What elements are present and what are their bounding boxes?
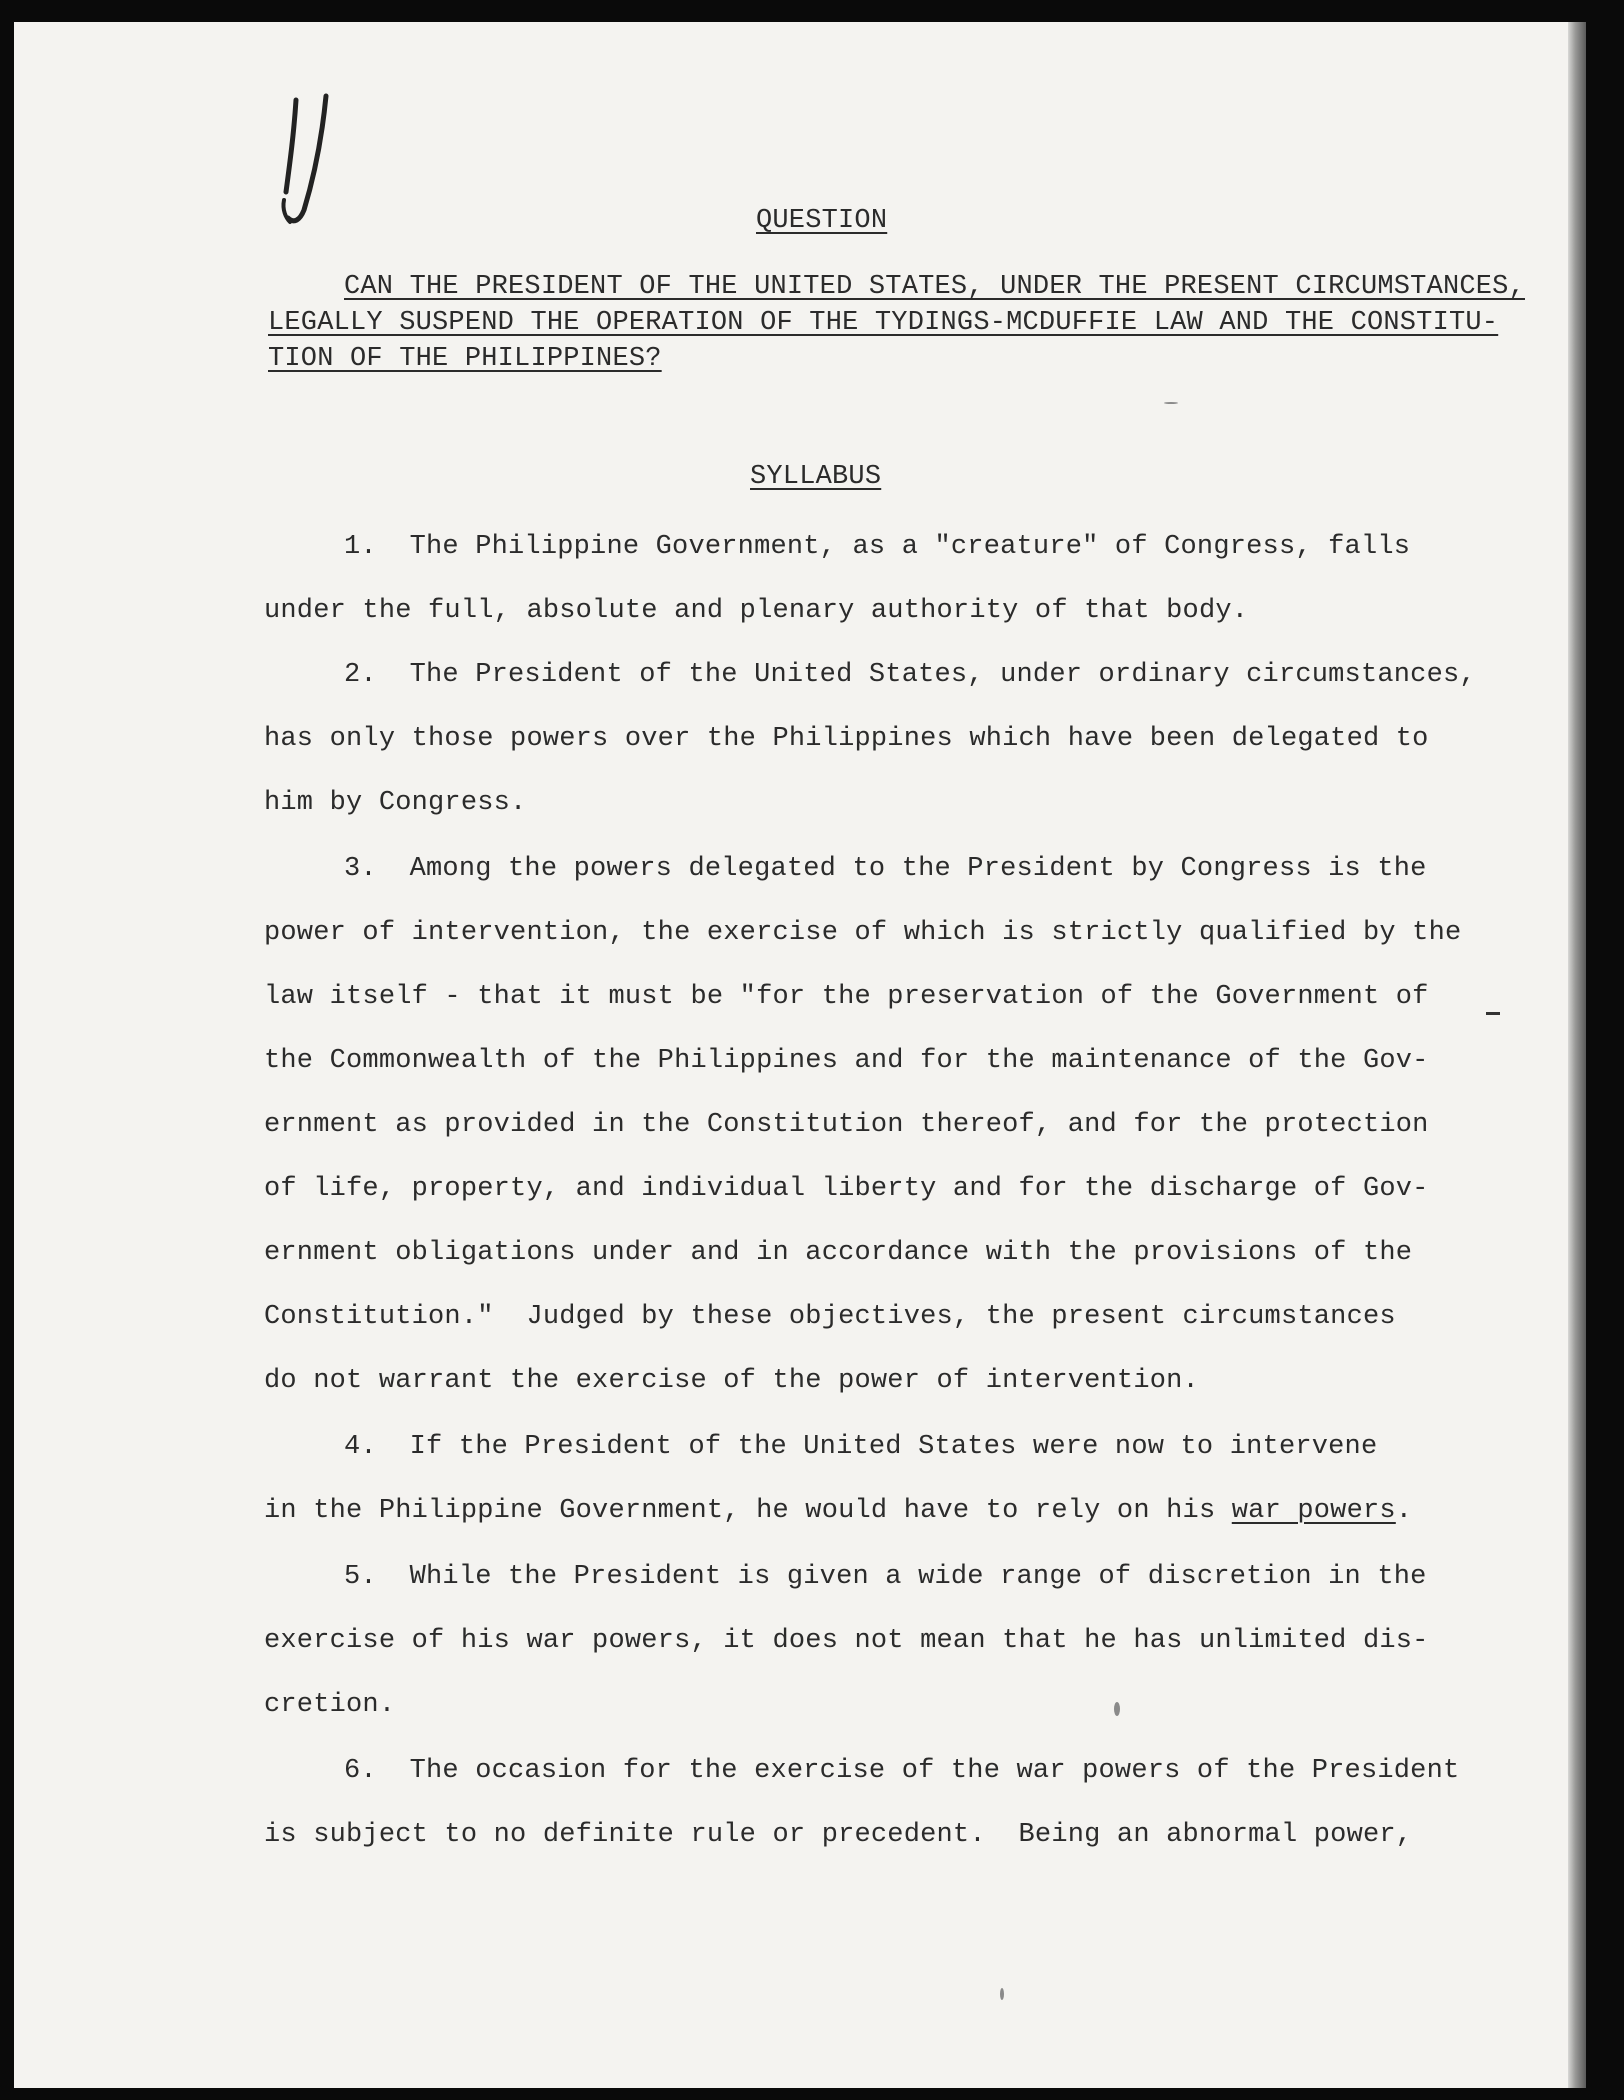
question-line-3: TION OF THE PHILIPPINES? — [268, 344, 662, 374]
syllabus-item-5-line-2: exercise of his war powers, it does not mean that he has unlimited dis- — [264, 1626, 1429, 1656]
syllabus-item-4-line-2 — [264, 1496, 1412, 1526]
syllabus-item-3-line-5: ernment as provided in the Constitution thereof, and for the protection — [264, 1110, 1429, 1140]
syllabus-item-5-line-3: cretion. — [264, 1690, 396, 1720]
syllabus-item-3-line-2: power of intervention, the exercise of which is strictly qualified by the — [264, 918, 1462, 948]
syllabus-item-2-line-3: him by Congress. — [264, 788, 527, 818]
syllabus-item-3-line-9: do not warrant the exercise of the power of intervention. — [264, 1366, 1199, 1396]
question-line-2: LEGALLY SUSPEND THE OPERATION OF THE TYDINGS-MCDUFFIE LAW AND THE CONSTITU- — [268, 308, 1499, 338]
question-heading: QUESTION — [756, 206, 888, 236]
syllabus-item-3-line-4: the Commonwealth of the Philippines and for the maintenance of the Gov- — [264, 1046, 1429, 1076]
syllabus-item-3-line-3: law itself - that it must be "for the preservation of the Government of — [264, 982, 1429, 1012]
syllabus-item-1-line-2: under the full, absolute and plenary authority of that body. — [264, 596, 1249, 626]
page-edge-shadow — [1568, 22, 1586, 2088]
syllabus-item-3-line-6: of life, property, and individual liberty and for the discharge of Gov- — [264, 1174, 1429, 1204]
ink-speck — [1114, 1702, 1120, 1716]
margin-dash — [1486, 1012, 1500, 1015]
syllabus-item-4-period: . — [1395, 1496, 1413, 1526]
ink-speck — [1000, 1988, 1004, 2000]
syllabus-item-1-line-1: 1. The Philippine Government, as a "creature" of Congress, falls — [344, 532, 1411, 562]
syllabus-item-6-line-2: is subject to no definite rule or precedent. Being an abnormal power, — [264, 1820, 1413, 1850]
syllabus-item-3-line-1: 3. Among the powers delegated to the President by Congress is the — [344, 854, 1427, 884]
document-page — [14, 22, 1586, 2088]
syllabus-heading: SYLLABUS — [750, 462, 882, 492]
syllabus-item-4-text: in the Philippine Government, he would have to rely on his — [264, 1496, 1232, 1526]
war-powers-underlined: war powers — [1231, 1496, 1396, 1526]
syllabus-item-2-line-2: has only those powers over the Philippines which have been delegated to — [264, 724, 1429, 754]
syllabus-item-3-line-8: Constitution." Judged by these objectives, the present circumstances — [264, 1302, 1396, 1332]
syllabus-item-3-line-7: ernment obligations under and in accordance with the provisions of the — [264, 1238, 1413, 1268]
syllabus-item-2-line-1: 2. The President of the United States, under ordinary circumstances, — [344, 660, 1476, 690]
question-line-1: CAN THE PRESIDENT OF THE UNITED STATES, UNDER THE PRESENT CIRCUMSTANCES, — [344, 272, 1525, 302]
ink-speck — [1164, 402, 1178, 404]
syllabus-item-6-line-1: 6. The occasion for the exercise of the war powers of the President — [344, 1756, 1460, 1786]
handwritten-mark — [264, 82, 364, 242]
syllabus-item-4-line-1: 4. If the President of the United States were now to intervene — [344, 1432, 1378, 1462]
syllabus-item-5-line-1: 5. While the President is given a wide range of discretion in the — [344, 1562, 1427, 1592]
